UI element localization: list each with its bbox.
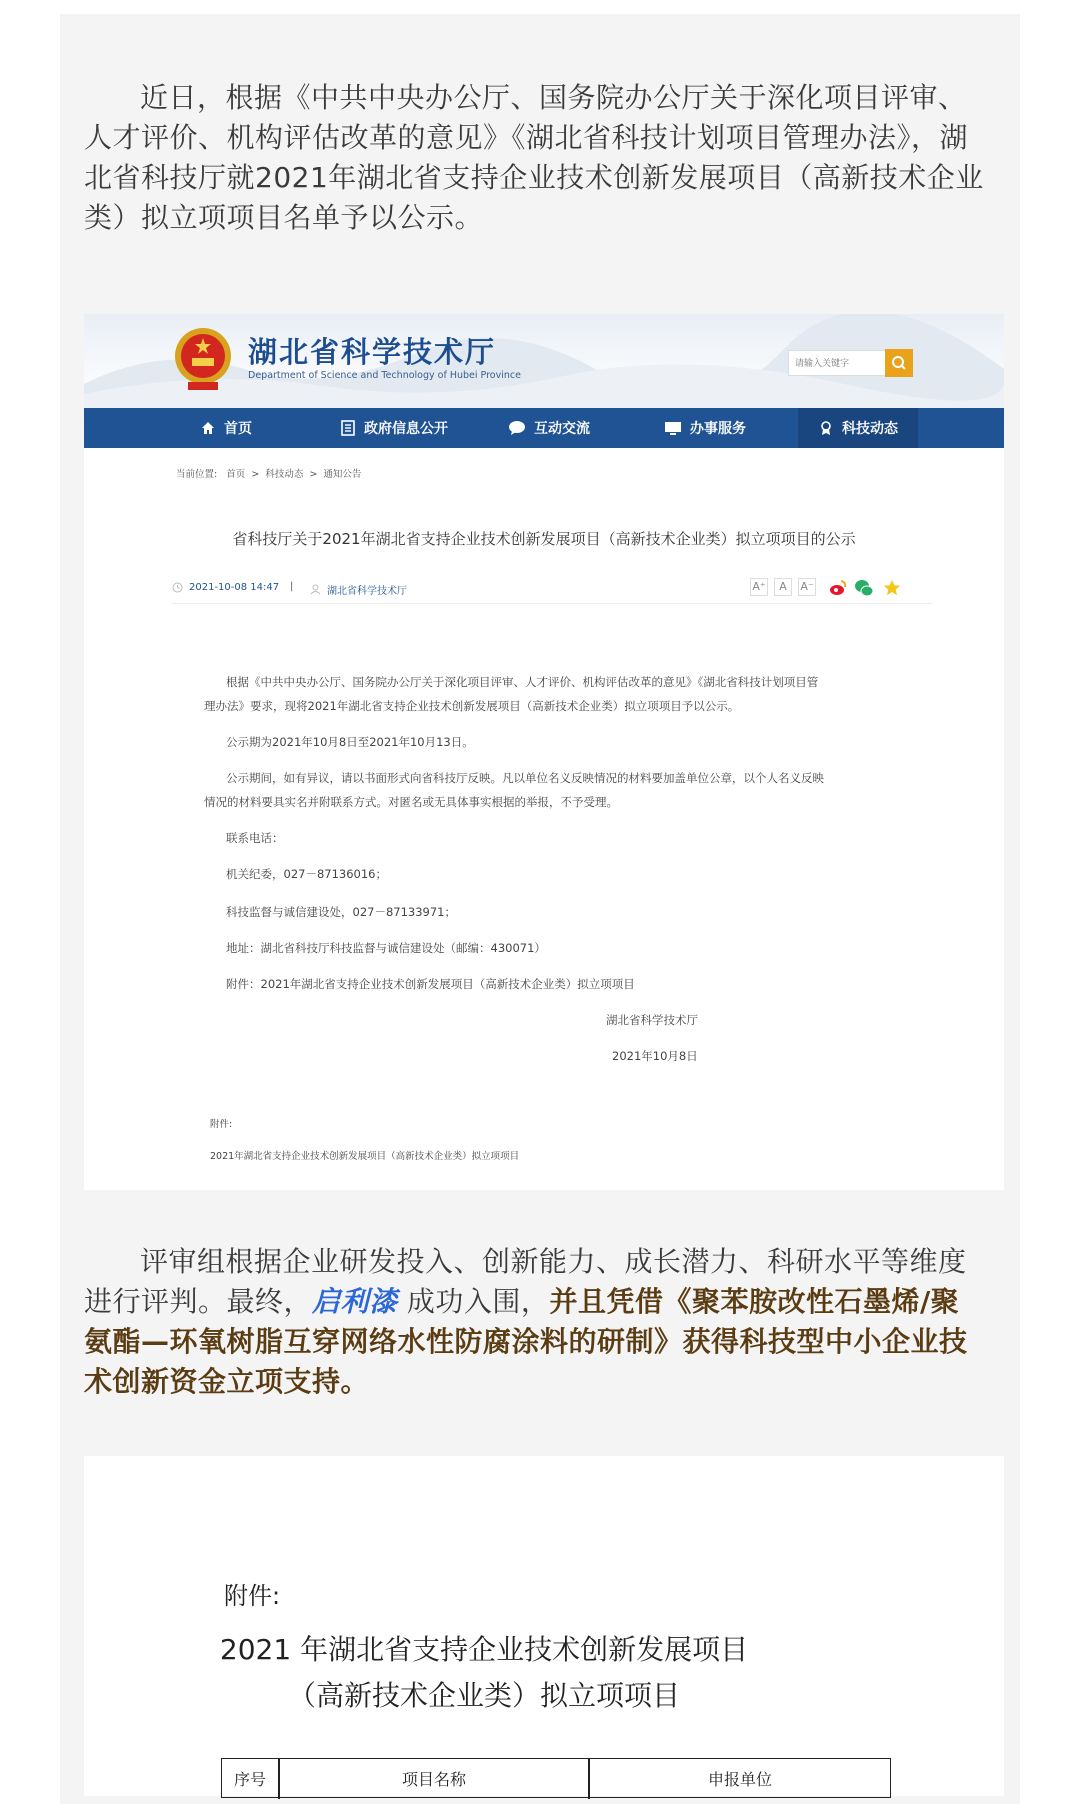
doc-attachment-label: 附件:	[224, 1582, 281, 1610]
signature-org: 湖北省科学技术厅	[606, 1013, 698, 1027]
website-screenshot	[84, 314, 1004, 1190]
weibo-icon[interactable]	[828, 578, 848, 598]
intro-paragraph: 近日，根据《中共中央办公厅、国务院办公厅关于深化项目评审、人才评价、机构评估改革的意见》《湖北省科技计划项目管理办法》，湖北省科技厅就2021年湖北省支持企业技术创新发展项目（高新技术企业类）拟立项项目名单予以公示。	[84, 81, 984, 234]
article-date: 2021-10-08 14:47	[172, 582, 279, 593]
article-paragraph: 理办法》要求，现将2021年湖北省支持企业技术创新发展项目（高新技术企业类）拟立项项目予以公示。	[204, 699, 740, 713]
nav-item-home[interactable]: 首页	[200, 408, 252, 448]
nav-item-services[interactable]: 办事服务	[664, 408, 746, 448]
font-size-medium-button[interactable]: A	[774, 578, 792, 596]
award-icon	[818, 420, 834, 436]
breadcrumb-tech-news[interactable]: 科技动态	[265, 469, 304, 480]
article-paragraph: 机关纪委，027－87136016；	[226, 867, 387, 881]
breadcrumb-home[interactable]: 首页	[226, 469, 246, 480]
nav-item-interaction[interactable]: 互动交流	[508, 408, 590, 448]
meta-divider: |	[290, 581, 294, 592]
search-icon	[891, 355, 907, 371]
article-paragraph: 公示期为2021年10月8日至2021年10月13日。	[226, 735, 474, 749]
brand-name: 启利漆	[312, 1285, 398, 1318]
attachment-label: 附件:	[210, 1119, 233, 1130]
main-nav	[84, 408, 1004, 448]
article-paragraph: 情况的材料要具实名并附联系方式。对匿名或无具体事实根据的举报，不予受理。	[204, 795, 618, 809]
article-paragraph: 附件：2021年湖北省支持企业技术创新发展项目（高新技术企业类）拟立项项目	[226, 977, 635, 991]
site-header	[84, 314, 1004, 408]
table-header-applicant: 申报单位	[707, 1770, 772, 1789]
user-icon	[310, 584, 321, 595]
font-size-large-button[interactable]: A⁺	[750, 578, 768, 596]
clock-icon	[172, 582, 183, 593]
article-source: 湖北省科学技术厅	[310, 582, 407, 597]
article-paragraph: 联系电话：	[226, 831, 284, 845]
doc-title-line2: （高新技术企业类）拟立项项目	[287, 1679, 680, 1712]
search-button[interactable]	[885, 349, 913, 377]
attachment-document	[84, 1456, 1004, 1796]
star-favorite-icon[interactable]	[882, 578, 902, 598]
chat-icon	[508, 420, 526, 436]
result-paragraph: 评审组根据企业研发投入、创新能力、成长潜力、科研水平等维度进行评判。最终，启利漆 成功入围，并且凭借《聚苯胺改性石墨烯/聚氨酯—环氧树脂互穿网络水性防腐涂料的研制》获得科技型中小企业技术创新资金立项支持。	[84, 1245, 968, 1398]
article-paragraph: 地址：湖北省科技厅科技监督与诚信建设处（邮编：430071）	[226, 941, 546, 955]
national-emblem-icon	[172, 326, 234, 392]
nav-item-tech-news[interactable]: 科技动态	[798, 408, 918, 448]
site-title[interactable]: 湖北省科学技术厅	[248, 335, 497, 369]
table-header-index: 序号	[233, 1770, 266, 1789]
site-subtitle: Department of Science and Technology of Hubei Province	[248, 370, 521, 381]
monitor-icon	[664, 420, 682, 436]
article-paragraph: 根据《中共中央办公厅、国务院办公厅关于深化项目评审、人才评价、机构评估改革的意见》《湖北省科技计划项目管	[226, 675, 819, 689]
project-table	[221, 1758, 891, 1798]
project-highlight: 并且凭借《聚苯胺改性石墨烯/聚氨酯—环氧树脂互穿网络水性防腐涂料的研制》获得科技型中小企业技术创新资金立项支持。	[84, 1285, 968, 1398]
article-paragraph: 公示期间，如有异议，请以书面形式向省科技厅反映。凡以单位名义反映情况的材料要加盖单位公章，以个人名义反映	[226, 771, 824, 785]
signature-date: 2021年10月8日	[612, 1049, 698, 1063]
breadcrumb: 当前位置: 首页 > 科技动态 > 通知公告	[176, 469, 362, 480]
document-icon	[340, 420, 356, 436]
wechat-icon[interactable]	[854, 578, 874, 598]
attachment-link[interactable]: 2021年湖北省支持企业技术创新发展项目（高新技术企业类）拟立项项目	[210, 1151, 520, 1162]
search-box	[788, 350, 912, 376]
table-header-project: 项目名称	[401, 1770, 466, 1789]
breadcrumb-notices[interactable]: 通知公告	[323, 469, 362, 480]
font-size-small-button[interactable]: A⁻	[798, 578, 816, 596]
search-input[interactable]	[789, 352, 885, 376]
article-paragraph: 科技监督与诚信建设处，027－87133971；	[226, 905, 456, 919]
article-meta	[172, 574, 932, 604]
home-icon	[200, 420, 216, 436]
doc-title-line1: 2021 年湖北省支持企业技术创新发展项目	[219, 1633, 749, 1666]
nav-item-gov-info[interactable]: 政府信息公开	[340, 408, 448, 448]
article-title: 省科技厅关于2021年湖北省支持企业技术创新发展项目（高新技术企业类）拟立项项目的公示	[232, 530, 856, 548]
